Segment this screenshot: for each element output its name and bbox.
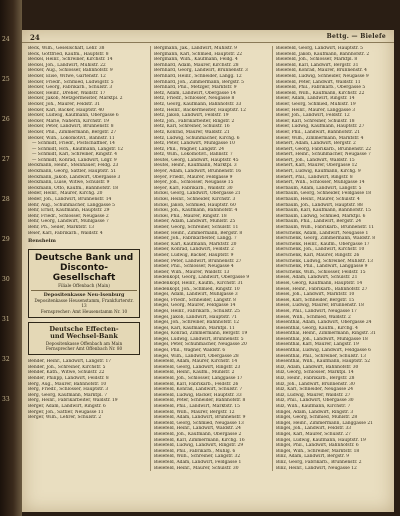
- page-number: 24: [30, 33, 40, 42]
- directory-entry: Bieler, Karl, Schreiner, Schulstr. 18: [276, 118, 355, 124]
- margin-number: 24: [2, 36, 10, 43]
- directory-entry: Betz, Friedr., Schlosser, Neugasse 8: [154, 96, 235, 102]
- directory-entry: Beckmann, Heinr., Steinhauer, Feldg. 23: [28, 163, 119, 169]
- directory-entry: Bieber, Heinr., Zimmermann, Bergstr. 8: [154, 230, 243, 236]
- bank-advertisement-2: [28, 322, 140, 355]
- directory-entry: Beutel, Georg, Landwirt, Hauptstr. 45: [154, 157, 239, 163]
- bank-advertisement-1: [28, 249, 140, 318]
- directory-entry: Becker, Marie, Näherin, Kirchstr. 19: [28, 118, 110, 124]
- directory-entry: Bieber, Peter, Landwirt, Brunnenstr. 27: [154, 258, 242, 264]
- directory-entry: Bielefeld, Wilh., Maurer, Bergstr. 12: [154, 409, 235, 415]
- directory-entry: Bierschenk, Joh., Landwirt, Kirchstr. 10: [276, 247, 365, 253]
- directory-entry: Bierbaum, Wilh., Fabrikarb., Brunnenstr. 11: [276, 225, 375, 230]
- directory-entry: Bernhard, Heinr., Schneider, Langg. 12: [154, 73, 242, 79]
- directory-entry: Bilz, Adam, Landwirt, Bahnhofstr. 30: [276, 364, 359, 370]
- directory-entry: Bieber, Konrad, Landwirt, Feldstr. 2: [154, 247, 234, 253]
- directory-entry: Becker, Karl, Bäcker, Hauptstr. 40: [28, 107, 104, 113]
- directory-entry: Biegel, Peter, Schuhmacher, Neugasse 20: [154, 342, 247, 348]
- directory-entry: Bieber, Wilh., Maurer, Waldstr. 13: [154, 269, 230, 275]
- directory-entry: Bierbaum, Adam, Landwirt, Langstr. 5: [276, 185, 362, 191]
- margin-number: 28: [2, 196, 10, 203]
- directory-entry: — Schmidt, Friedr., Postschaffner, 14: [32, 141, 115, 147]
- section-title: Bensheim: [28, 238, 56, 245]
- directory-entry: Bielefeld, Joh., Schlosser, Langgasse 17: [154, 376, 243, 382]
- directory-entry: Bierbaum, Phil., Landwirt, Bergstr. 24: [276, 219, 362, 225]
- directory-entry: Biegel, Heinr., Fabrikarb., Schulstr. 25: [154, 308, 240, 314]
- directory-entry: Betz, Ludwig, Schuhmacher, Kirchg. 6: [154, 135, 240, 141]
- directory-entry: Berg, Heinr., Fabrikarbeiter, Waldstr. 19: [28, 398, 118, 404]
- directory-entry: Bierbaum, Georg, Schneider, Feldgasse 18: [276, 191, 372, 197]
- directory-entry: — Schmidt, Konrad, Landwirt, Ldgr. 9: [32, 157, 117, 163]
- directory-entry: Berger, Wilh., Lehrer, Schulstr. 2: [28, 415, 102, 421]
- directory-entry: Berger, Adam, Landwirt, Ringstr. 6: [28, 403, 106, 409]
- directory-entry: Bingel, Phil., Landwirt, Bahnhofstr. 6: [276, 443, 359, 449]
- directory-entry: Beck, Gottfried, Kaufm., Hauptstr. 8: [28, 51, 109, 57]
- directory-entry: Bielefeld, Phil., Fabrikarb., Obergasse 5: [276, 85, 366, 91]
- directory-page: [22, 30, 394, 512]
- directory-entry: Bickel, Georg, Landwirt, Obergasse 21: [154, 191, 241, 197]
- ad-title-line-1: Deutsche Bank und: [34, 252, 134, 263]
- directory-entry: Beckmann, Jakob, Landwirt, Obergasse 3: [28, 174, 121, 180]
- directory-entry: Biesenthal, Heinr., Zimmermann, Ringstr. 31: [276, 331, 376, 337]
- directory-entry: Bickel, Joh., Kaufmann, Bahnhofstr. 4: [154, 208, 238, 214]
- directory-entry: Bilz, Wilh., Kaufmann, Kirchstr. 7: [276, 404, 351, 409]
- directory-entry: Becker, Georg, Fabrikarb., Schulstr. 3: [28, 85, 113, 91]
- directory-entry: Bielefeld, Heinr., Maurer, Schulstr. 30: [154, 465, 239, 471]
- directory-entry: Biegel, Ludwig, Landwirt, Brunnenstr. 5: [154, 336, 244, 342]
- margin-number: 29: [2, 236, 10, 243]
- directory-entry: Bienert, Wilh., Schlosser, Mühlgasse 14: [276, 180, 365, 186]
- directory-entry: Bielefeld, Phil., Landwirt, Marktstr. 15: [154, 404, 240, 409]
- directory-entry: Biesenthal, Phil., Schreiner, Schulstr. 13: [276, 353, 366, 359]
- directory-entry: Berg, Friedr., Schlosser, Hauptstr. 3: [28, 387, 109, 393]
- directory-entry: Biedenkopf, Georg, Landwirt, Obergasse 9: [154, 275, 250, 281]
- directory-entry: Bierschenk, Georg, Zimmermann, Waldstr. 8: [276, 236, 376, 242]
- directory-entry: Bienert, Heinr., Schuhmacher, Neugasse 7: [276, 152, 371, 158]
- page-header: [22, 30, 394, 43]
- directory-entry: Becker, Wilh., Lokomotivf., Bahnstr. 11: [28, 135, 115, 141]
- directory-entry: Bieler, Adam, Landwirt, Ringstr. 14: [276, 96, 355, 102]
- directory-entry: Bienert, Phil., Landwirt, Ringstr. 8: [276, 174, 353, 180]
- directory-entry: Becker, Phil., Zimmermann, Bergstr. 27: [28, 129, 117, 135]
- directory-entry: Becker, Friedr., Schmied, Ludwigstr. 5: [28, 79, 114, 85]
- directory-entry: Bieler, Joh., Landwirt, Feldstr. 12: [276, 113, 350, 119]
- directory-entry: Betz, Peter, Landwirt, Mühlgasse 10: [154, 141, 235, 147]
- margin-number: 25: [2, 76, 10, 83]
- directory-entry: Bernhard, Phil., Metzger, Marktstr. 9: [154, 85, 237, 91]
- ad-line: Fernsprecher: Amt Heusenstamm Nr. 10: [40, 308, 128, 314]
- directory-entry: Biegel, Friedr., Schneider, Langstr. 8: [154, 297, 236, 303]
- directory-entry: Betz, Jakob, Landwirt, Feldstr. 19: [154, 113, 229, 119]
- directory-entry: Betz, Heinr., Bäckermeister, Hauptstr. 12: [154, 107, 246, 113]
- directory-entry: Bienert, Georg, Fabrikarb., Brunnenstr. 22: [276, 146, 372, 152]
- directory-entry: Beckmann, Georg, Sattler, Hauptstr. 51: [28, 169, 117, 175]
- directory-entry: Berg, Georg, Kaufmann, Marktpl. 7: [28, 392, 107, 398]
- directory-entry: Bielefeld, Joh., Schlosser, Marktpl. 8: [276, 57, 358, 63]
- directory-entry: Bienert, Adam, Landwirt, Bergstr. 2: [276, 141, 356, 147]
- directory-entry: Bienert, Ludwig, Kaufmann, Kirchg. 9: [276, 169, 361, 175]
- directory-entry: Bielefeld, Karl, Fabrikarb., Feldstr. 26: [154, 381, 239, 387]
- directory-entry: Biesel, Adam, Landwirt, Schulstr. 21: [276, 275, 358, 281]
- directory-entry: Bieler, Ludwig, Kaufmann, Hauptstr. 27: [276, 124, 365, 130]
- ad-title-line-2: Disconto-Gesellschaft: [52, 262, 116, 283]
- directory-entry: Bielefeld, Georg, Schmied, Neugasse 13: [154, 420, 244, 426]
- directory-entry: Biegel, Jakob, Landwirt, Hauptstr. 71: [154, 314, 237, 320]
- directory-entry: Bielefeld, Ludwig, Bäcker, Hauptstr. 33: [154, 392, 242, 398]
- directory-entry: Bernhard, Adam, Maurer, Kirchstr. 28: [154, 62, 239, 68]
- ad-line: Depositenkasse Offenbach am Main: [45, 340, 123, 346]
- directory-entry: Bingel, Wilh., Schreiner, Marktstr. 18: [276, 448, 360, 454]
- directory-entry: Bickel, Heinr., Schneider, Kirchstr. 3: [154, 197, 236, 203]
- directory-entry: Beckmann, Luise, Witwe, Schulstr. 9: [28, 180, 110, 186]
- directory-entry: Bierbaum, Ludwig, Schmied, Marktpl. 6: [276, 213, 366, 219]
- directory-entry: Becker, Aug., Schlosser, Bahnhofstr. 9: [28, 68, 113, 74]
- directory-entry: Bieler, Heinr., Maurer, Langgasse 3: [276, 107, 356, 113]
- directory-entry: Bielefeld, Joh., Kaufmann, Obergasse 2: [154, 431, 242, 437]
- directory-entry: Beier, Karl, Fabrikarb., Waldstr. 4: [28, 230, 103, 236]
- directory-entry: Bingel, Ludwig, Kaufmann, Hauptstr. 19: [276, 437, 366, 443]
- directory-entry: Beckmann, Otto, Kaufm., Bahnhofstr. 18: [28, 185, 119, 191]
- directory-entry: Bielefeld, Konrad, Landwirt, Schulstr. 7: [154, 387, 243, 393]
- directory-entry: Beyer, Joh., Schlosser, Neugasse 15: [154, 180, 234, 186]
- directory-entry: Biegel, Wilh., Landwirt, Obergasse 28: [154, 353, 239, 359]
- directory-entry: Bilz, Joh., Landwirt, Brunnenstr. 30: [276, 381, 355, 387]
- directory-entry: Biesenthal, Joh., Landwirt, Mühlgasse 18: [276, 336, 368, 342]
- directory-entry: Bierbaum, Karl, Kaufmann, Bahnhofstr. 15: [276, 208, 371, 214]
- entry-list: [276, 46, 390, 471]
- directory-entry: Becker, Elise, Witwe, Gartenstr. 12: [28, 73, 106, 79]
- directory-entry: Biedenkopf, Heinr., Kaufm., Kirchstr. 31: [154, 280, 244, 286]
- running-head: Bettg. — Bielefe: [326, 33, 386, 40]
- directory-entry: Bierbaum, Joh., Landwirt, Hauptstr. 88: [276, 202, 363, 208]
- directory-entry: Beckel, Joh., Landwirt, Mühlstr. 22: [28, 62, 106, 68]
- directory-entry: Bielefeld, Heinr., Landwirt, Waldstr. 24: [154, 426, 241, 432]
- directory-entry: Beck, Wilh., Gesellschaft, Lehr. 38: [28, 46, 105, 51]
- directory-entry: Binz, Heinr., Landwirt, Neugasse 12: [276, 465, 357, 471]
- entry-list-top: [28, 46, 146, 236]
- directory-entry: Bieler, Wilh., Zimmermann, Marktstr. 4: [276, 135, 364, 141]
- directory-entry: Beyer, Adam, Landwirt, Brunnenstr. 16: [154, 169, 242, 175]
- directory-entry: Biesel, Georg, Kaufmann, Hauptstr. 14: [276, 280, 363, 286]
- directory-entry: Bierbaum, Heinr., Maurer, Schulstr. 4: [276, 197, 360, 203]
- directory-entry: Biegel, Georg, Maurer, Feldgasse 14: [154, 303, 236, 309]
- directory-entry: Bender, Joh., Schreiner, Kirchstr. 5: [28, 364, 106, 370]
- directory-entry: Biegel, Adam, Landwirt, Mühlgasse 3: [154, 292, 238, 298]
- directory-entry: Biesenthal, Adam, Landwirt, Obergasse 24: [276, 320, 372, 326]
- directory-entry: Bingel, Karl, Maurer, Schulstr. 27: [276, 431, 351, 437]
- directory-entry: Beyer, Karl, Fabrikarb., Waldstr. 30: [154, 185, 233, 191]
- column-1: [28, 46, 146, 421]
- directory-entry: Bingel, Joh., Landwirt, Feldstr. 33: [276, 426, 352, 432]
- directory-entry: Bielefeld, Wilh., Kaufmann, Kirchstr. 22: [276, 90, 365, 96]
- directory-entry: Beder, Heinr., Maurer, Kirchg. 20: [28, 191, 103, 197]
- directory-entry: Bilz, Heinr., Fabrikarb., Bergstr. 28: [276, 376, 355, 382]
- directory-entry: Beder, Joh., Landwirt, Brunnenstr. 14: [28, 197, 112, 203]
- directory-entry: Bielefeld, Karl, Zimmermann, Kirchg. 16: [154, 437, 245, 443]
- directory-entry: Bender, Philipp, Landwirt, Feldstr. 8: [28, 375, 109, 381]
- directory-entry: Betz, Phil., Wagner, Langstr. 24: [154, 146, 225, 152]
- ad-line: Depositenkasse Heusenstamm, Frankfurterstr. 13: [34, 298, 134, 309]
- directory-entry: Bielefeld, Karl, Landwirt, Bergstr. 31: [276, 62, 359, 68]
- directory-entry: Bielefeld, Adam, Maurer, Kirchstr. 14: [154, 359, 238, 365]
- directory-entry: Bienert, Joh., Landwirt, Waldstr. 15: [276, 157, 355, 163]
- directory-entry: Biesel, Karl, Schneider, Bergstr. 15: [276, 297, 355, 303]
- directory-entry: Betz, Konrad, Maurer, Waldstr. 21: [154, 129, 230, 135]
- directory-entry: Bielefeld, Konrad, Maurer, Brunnenstr. 4: [276, 68, 367, 74]
- directory-entry: Bilz, Phil., Landwirt, Obergasse 30: [276, 398, 354, 404]
- directory-entry: Betz, Joh., Fabrikarbeiter, Ringstr. 2: [154, 118, 235, 124]
- book-binding: [0, 0, 22, 516]
- ad-line: Depositenkasse Neu-Isenburg: [43, 291, 125, 298]
- directory-entry: Biesel, Ludwig, Maurer, Brunnenstr. 18: [276, 303, 364, 309]
- directory-entry: Bingel, Heinr., Zimmermann, Langgasse 21: [276, 420, 373, 426]
- directory-entry: Biegel, Phil., Wagner, Waldstr. 6: [154, 348, 226, 354]
- directory-entry: Berger, Joh., Sattler, Neugasse 11: [28, 409, 104, 415]
- directory-entry: Behr, Ernst, Kaufmann, Hauptstr. 29: [28, 208, 110, 214]
- ad-title-line-2: und Wechsel-Bank: [50, 332, 118, 341]
- directory-entry: Becker, Joh., Maurer, Feldstr. 31: [28, 101, 101, 107]
- ad-title-line-1: Deutsche Effecten-: [49, 324, 119, 333]
- margin-number: 27: [2, 156, 10, 163]
- directory-entry: Bieler, Georg, Schmied, Mühlstr. 19: [276, 101, 356, 107]
- directory-entry: Bielefeld, Adam, Landwirt, Feldgasse 1: [154, 459, 242, 465]
- directory-entry: Biesel, Wilh., Schmied, Waldstr. 2: [276, 314, 351, 320]
- entry-list: [154, 46, 270, 471]
- margin-numbers: [2, 36, 20, 436]
- directory-entry: Biegel, Karl, Kaufmann, Marktpl. 11: [154, 325, 235, 331]
- directory-entry: Bielefeld, Wilh., Schreiner, Langstr. 32: [154, 454, 241, 460]
- directory-entry: Behr, Ph., Seiler, Marktstr. 13: [28, 225, 95, 230]
- directory-entry: Bieber, Phil., Schlosser, Neugasse 4: [154, 264, 234, 270]
- directory-entry: Biegel, Joh., Schreiner, Bahnhofstr. 12: [154, 320, 240, 326]
- directory-entry: Bickel, Jakob, Schmied, Hauptstr. 60: [154, 202, 236, 208]
- directory-entry: Bieber, Joh., Fabrikarbeiter, Langg. 7: [154, 236, 237, 242]
- directory-entry: Bielefeld, Georg, Landwirt, Ringstr. 23: [154, 364, 241, 370]
- entry-list-bottom: [28, 359, 146, 421]
- directory-entry: Biesenthal, Karl, Maurer, Langstr. 19: [276, 342, 359, 348]
- directory-entry: Bieber, Adam, Landwirt, Mühlstr. 25: [154, 219, 236, 225]
- directory-entry: Bernhard, Georg, Landwirt, Brunnenstr. 3: [154, 68, 248, 74]
- margin-number: 30: [2, 276, 10, 283]
- directory-entry: Beckel, Heinr., Schreiner, Kirchstr. 14: [28, 57, 113, 63]
- directory-entry: Bielefeld, Ludwig, Landwirt, Ringstr. 29: [154, 443, 244, 449]
- directory-entry: Bieber, Ludwig, Bäcker, Hauptstr. 9: [154, 252, 234, 258]
- directory-entry: Behr, Aug., Schuhmacher, Langgasse 5: [28, 202, 115, 208]
- directory-entry: Behr, Georg, Landwirt, Mühlgasse 7: [28, 219, 109, 225]
- directory-entry: Bieler, Phil., Landwirt, Bahnhofstr. 21: [276, 129, 361, 135]
- directory-entry: Bierschenk, Wilh., Schlosser, Feldstr. 15: [276, 269, 366, 275]
- directory-entry: Bingel, Adam, Landwirt, Ringstr. 3: [276, 409, 354, 415]
- directory-entry: Bienert, Karl, Maurer, Obergasse 12: [276, 163, 358, 169]
- directory-entry: Bierschenk, Ludwig, Schreiner, Mühlstr. 13: [276, 258, 373, 264]
- directory-entry: Bilz, Karl, Schneider, Neugasse 24: [276, 387, 354, 393]
- ad-line: Filiale Offenbach (Main): [58, 282, 110, 288]
- directory-entry: Bielefeld, Peter, Landwirt, Waldstr. 11: [276, 79, 361, 85]
- directory-entry: Behr, Friedr., Schlosser, Neugasse 2: [28, 213, 109, 219]
- directory-entry: Bender, Heinr., Landwirt, Langstr. 17: [28, 359, 112, 365]
- directory-entry: Bilz, Ludwig, Maurer, Waldstr. 27: [276, 392, 351, 398]
- directory-entry: Biesenthal, Wilh., Kaufmann, Hauptstr. 52: [276, 359, 371, 365]
- directory-entry: Biesel, Heinr., Fabrikarb., Bahnhofstr. 27: [276, 286, 368, 292]
- directory-entry: Bender, Kath., Witwe, Schulstr. 22: [28, 370, 105, 376]
- margin-number: 32: [2, 356, 10, 363]
- directory-entry: Biegel, Konrad, Zimmermann, Bergstr. 19: [154, 331, 248, 337]
- directory-entry: Becker, Ludwig, Kaufmann, Obergasse 6: [28, 113, 119, 119]
- directory-entry: Bingel, Georg, Schmied, Mühlstr. 28: [276, 415, 358, 421]
- directory-entry: Biesenthal, Ludwig, Landwirt, Feldgasse 6: [276, 348, 371, 354]
- directory-entry: Bielefeld, Adam, Landwirt, Brunnenstr. 9: [154, 415, 246, 421]
- directory-entry: Bielefeld, Phil., Fabrikarb., Mühlg. 6: [154, 448, 236, 454]
- column-2: [150, 46, 270, 471]
- directory-entry: Bernhard, Joh., Zimmermann, Bergstr. 5: [154, 79, 244, 85]
- directory-entry: Betz, Karl, Schreiner, Schulstr. 16: [154, 124, 230, 130]
- directory-entry: Binz, Adam, Landwirt, Bergstr. 9: [276, 454, 350, 460]
- directory-entry: Becker, Heinr., Dreher, Waldstr. 17: [28, 90, 106, 96]
- directory-entry: Betz, Georg, Kaufmann, Bahnhofstr. 33: [154, 101, 242, 107]
- margin-number: 33: [2, 396, 10, 403]
- directory-entry: Bergmann, Jak., Landwirt, Mühlstr. 9: [154, 46, 237, 51]
- directory-entry: Bierschenk, Karl, Maurer, Ringstr. 26: [276, 252, 360, 258]
- directory-entry: Bickel, Phil., Maurer, Ringstr. 18: [154, 213, 227, 219]
- directory-entry: Biedenkopf, Joh., Schmied, Ringstr. 10: [154, 286, 240, 292]
- directory-entry: Bieber, Georg, Schreiner, Schulstr. 11: [154, 225, 239, 230]
- directory-entry: Bergmann, Wilh., Kaufmann, Feldg. 4: [154, 57, 238, 63]
- directory-entry: Bielefeld, Jakob, Kaufmann, Bahnhofstr. 2: [276, 51, 370, 57]
- directory-entry: Becker, Jakob, Metzgermeister, Marktpl. 2: [28, 96, 123, 102]
- directory-entry: Bielefeld, Heinr., Kaufm., Mühlstr. 2: [154, 370, 235, 376]
- directory-entry: Bergmann, Karl, Schmied, Hauptstr. 22: [154, 51, 243, 57]
- directory-entry: Becker, Peter, Landwirt, Brunnenstr. 8: [28, 124, 114, 130]
- directory-entry: Biesenthal, Georg, Kaufm., Kirchg. 4: [276, 325, 358, 331]
- directory-entry: — Schmidt, Hch., Kaufmann, Langstr. 12: [32, 146, 124, 152]
- ad-line: Fernsprecher Amt Offenbach Nr. 80: [45, 346, 123, 351]
- directory-entry: Betz, Adam, Landwirt, Obergasse 14: [154, 90, 236, 96]
- directory-entry: Berg, Aug., Maurer, Bahnhofstr. 10: [28, 381, 107, 387]
- directory-entry: Beyer, Friedr., Maurer, Feldgasse 9: [154, 174, 233, 180]
- directory-entry: Bierschenk, Phil., Landwirt, Langgasse 9: [276, 264, 368, 270]
- directory-entry: Biesel, Phil., Landwirt, Neugasse 17: [276, 308, 357, 314]
- directory-entry: Binz, Georg, Fabrikarb., Brunnenstr. 2: [276, 459, 362, 465]
- directory-entry: — Schmidt, Karl, Schreiner, Ringstr. 4: [32, 152, 118, 158]
- directory-entry: Bierschenk, Heinr., Kaufm., Obergasse 17: [276, 241, 370, 247]
- directory-entry: Bielefeld, Ludwig, Schneider, Neugasse 9: [276, 73, 369, 79]
- directory-entry: Bierschenk, Adam, Landwirt, Neugasse 1: [276, 230, 369, 236]
- directory-entry: Bielefeld, Peter, Schneider, Bahnhofstr. 8: [154, 398, 246, 404]
- directory-entry: Bieber, Karl, Kaufmann, Marktstr. 20: [154, 241, 237, 247]
- directory-entry: Biesel, Joh., Landwirt, Marktstr. 10: [276, 292, 355, 298]
- directory-entry: Beutel, Heinr., Kaufmann, Marktpl. 3: [154, 163, 237, 169]
- margin-number: 31: [2, 316, 10, 323]
- directory-entry: Betz, Wilh., Lokomotivf., Bahnstr. 7: [154, 152, 233, 158]
- directory-entry: Bielefeld, Georg, Landwirt, Hauptstr. 5: [276, 46, 363, 51]
- column-3: [272, 46, 390, 471]
- ad-divider: [31, 290, 137, 291]
- margin-number: 26: [2, 116, 10, 123]
- directory-entry: Bilz, Georg, Schlosser, Marktpl. 14: [276, 370, 354, 376]
